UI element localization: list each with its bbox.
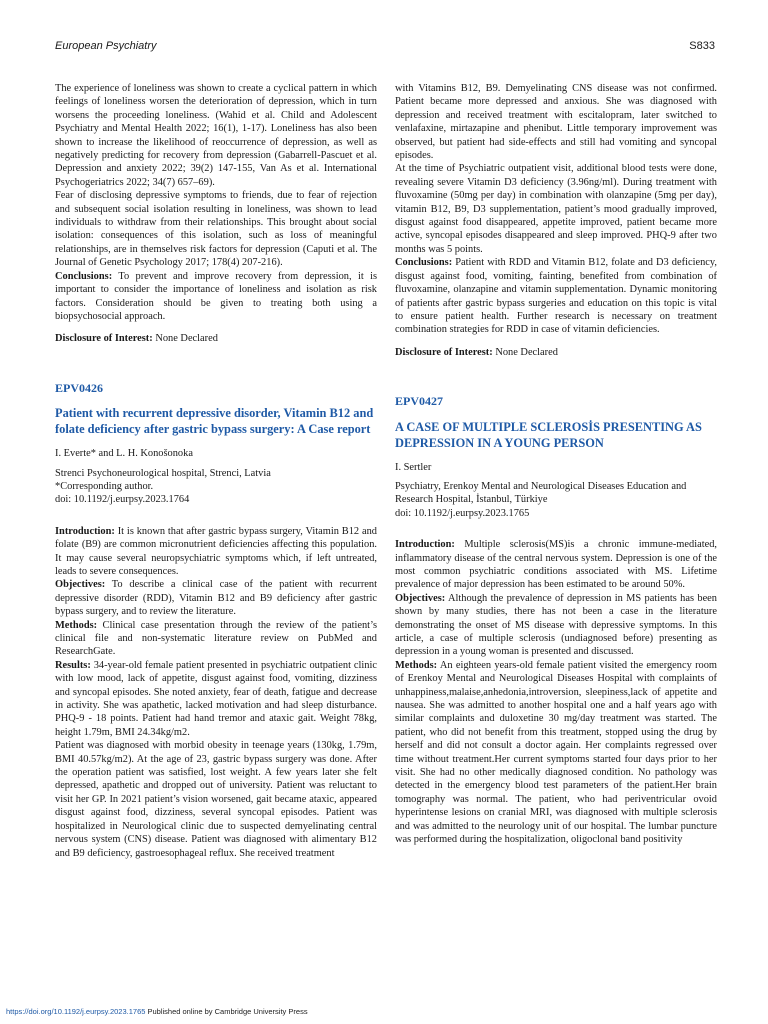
affiliation: Strenci Psychoneurological hospital, Strenci, Latvia	[55, 467, 271, 479]
disclosure: Disclosure of Interest: None Declared	[395, 346, 558, 358]
disclosure: Disclosure of Interest: None Declared	[55, 333, 218, 345]
section-label: Conclusions:	[395, 257, 453, 269]
section-label: Disclosure of Interest:	[395, 346, 493, 358]
methods-paragraph: Methods: An eighteen years-old female patient visited the emergency room of Erenkoy Mental and Neurological Diseases Hospital with complaints of unhappiness,malaise,anhedonia,introversion, sleepiness,lack of appetite and nausea. She was admitted to another hospital one and a half years ago with similar complaints and duloxetine 30 mg/day treatment was started. The patient, who did not benefit from this treatment, stopped using the drug by herself and did not consult a doctor again. Her complaints regressed over time without treatment.Her current symptoms started four days prior to her visit. She had no other medically diagnosed condition. No pathology was detected in the emergency blood test parameters of the patient.Her brain tomography was normal. The patient, who had periventricular ovoid hyperintense lesions on cranial MRI, was diagnosed with multiple sclerosis and was admitted to the neurology unit of our hospital. The lumbar puncture was performed during the hospitalization, oligoclonal band positivity	[395, 659, 717, 846]
section-label: Conclusions:	[55, 270, 113, 282]
section-label: Introduction:	[395, 539, 455, 551]
paragraph: with Vitamins B12, B9. Demyelinating CNS disease was not confirmed. Patient became more depressed and anxious. She was diagnosed with depression and received treatment with escitalopram, later switched to venlafaxine, mirtazapine and phenibut. Little temporary improvement was observed, but patient had side-effects and still had vomiting and syncopal episodes.	[395, 83, 717, 162]
paragraph: The experience of loneliness was shown to create a cyclical pattern in which feelings of loneliness worsen the deterioration of depression, which in turn worsens the proceeding loneliness. (Wahid et al. Child and Adolescent Psychiatry and Mental Health 2022; 16(1), 1-17). Loneliness has also been shown to increase the likelihood of reoccurrence of depression, as well as negatively predicting for recovery from depression (Gabarrell-Pascuet et al. Depression and anxiety 2022; 39(2) 147-155, Van As et al. International Psychogeriatrics 2022; 34(7) 657–69).	[55, 83, 377, 188]
paragraph: Patient was diagnosed with morbid obesity in teenage years (130kg, 1.79m, BMI 40.57kg/m2). At the age of 23, gastric bypass surgery was done. After the operation patient was satisfied, lost weight. A few years later she felt depressed, apathetic and dropped out of university. Patient was reluctant to visit her GP. In 2021 patient’s vision worsened, gait became ataxic, appeared disgust against food, dizziness, several syncopal episodes. Patient was hospitalized in Neurological clinic due to suspected demyelinating central nervous system (CNS) disease. Patient was diagnosed with alimentary B12 and B9 deficiency, gastroesophageal reflux. She received treatment	[55, 740, 377, 859]
page-number: S833	[689, 40, 715, 52]
affiliation-block	[55, 467, 377, 507]
section-label: Disclosure of Interest:	[55, 333, 153, 345]
conclusions-paragraph: Conclusions: Patient with RDD and Vitamin B12, folate and D3 deficiency, disgust against food, vomiting, fainting, benefited from combination of fluvoxamine, olanzapine and vitamin supplementation. Dynamic monitoring of patients after gastric bypass surgeries and education on this topic is vital to ensure patient health. Further research is necessary on treatment combination strategies for RDD in case of vitamin deficiencies.	[395, 257, 717, 336]
objectives-paragraph: Objectives: To describe a clinical case of the patient with recurrent depressive disorder (RDD), Vitamin B12 and B9 deficiency after gastric bypass surgery, and to review the literature.	[55, 579, 377, 618]
authors: I. Everte* and L. H. Konošonoka	[55, 448, 193, 460]
journal-name: European Psychiatry	[55, 40, 157, 52]
abstract-title: A CASE OF MULTIPLE SCLEROSİS PRESENTING AS DEPRESSION IN A YOUNG PERSON	[395, 419, 702, 450]
introduction-paragraph: Introduction: Multiple sclerosis(MS)is a chronic immune-mediated, inflammatory disease of the central nervous system. Depression is one of the most common psychiatric conditions associated with MS. Lifetime prevalence of major depression has been estimated to be around 50%.	[395, 539, 717, 591]
objectives-paragraph: Objectives: Although the prevalence of depression in MS patients has been shown by many studies, there has not been a case in the literature demonstrating the onset of MS disease with depressive symptoms. In this article, a case of multiple sclerosis (undiagnosed before) presenting as depression in a young woman is presented and discussed.	[395, 592, 717, 658]
conclusions-paragraph: Conclusions: To prevent and improve recovery from depression, it is important to consider the importance of loneliness and isolation as risk factors. Consideration should be given to treating both using a biopsychosocial approach.	[55, 270, 377, 322]
doi: doi: 10.1192/j.eurpsy.2023.1764	[55, 494, 190, 506]
affiliation: Psychiatry, Erenkoy Mental and Neurological Diseases Education and Research Hospital, İstanbul, Türkiye	[395, 480, 687, 506]
abstract-id: EPV0426	[55, 380, 103, 395]
right-column	[395, 82, 717, 847]
paragraph: Fear of disclosing depressive symptoms to friends, due to fear of rejection and subsequent social isolation resulting in loneliness, was shown to lead individuals to withdraw from their relationships. This brought about social isolation: consequences of this isolation, such as loss of meaningful relationships, are in themselves risk factors for depression (Caputi et al. The Journal of Genetic Psychology 2017; 178(4) 207-216).	[55, 190, 377, 269]
authors: I. Sertler	[395, 461, 432, 473]
section-label: Objectives:	[395, 592, 446, 604]
corresponding-author: *Corresponding author.	[55, 480, 154, 492]
left-column	[55, 82, 377, 860]
section-label: Methods:	[395, 659, 438, 671]
doi: doi: 10.1192/j.eurpsy.2023.1765	[395, 507, 530, 519]
abstract-title: Patient with recurrent depressive disorder, Vitamin B12 and folate deficiency after gastric bypass surgery: A Case report	[55, 406, 374, 437]
running-head	[55, 40, 715, 60]
doi-link[interactable]: https://doi.org/10.1192/j.eurpsy.2023.1765	[6, 1007, 146, 1016]
footer-text: Published online by Cambridge University Press	[145, 1007, 308, 1016]
methods-paragraph: Methods: Clinical case presentation through the review of the patient’s clinical file and non-systematic literature review on PubMed and ResearchGate.	[55, 619, 377, 658]
section-label: Methods:	[55, 619, 98, 631]
footer	[6, 1007, 308, 1016]
section-label: Objectives:	[55, 579, 106, 591]
abstract-id: EPV0427	[395, 394, 443, 409]
introduction-paragraph: Introduction: It is known that after gastric bypass surgery, Vitamin B12 and folate (B9) are common micronutrient deficiencies affecting this population. It may cause several neuropsychiatric symptoms which, if left untreated, leads to severe consequences.	[55, 525, 377, 577]
paragraph: At the time of Psychiatric outpatient visit, additional blood tests were done, revealing severe Vitamin D3 deficiency (3.96ng/ml). During treatment with fluvoxamine (50mg per day) in combination with olanzapine (5mg per day), vitamin B12, B9, D3 supplementation, patient’s mood gradually improved, disgust against food disappeared, appetite improved, patient became more active, syncopal episodes disappeared and sleep improved. PHQ-9 after two months was 5 points.	[395, 163, 717, 255]
section-label: Introduction:	[55, 525, 115, 537]
section-label: Results:	[55, 659, 91, 671]
results-paragraph: Results: 34-year-old female patient presented in psychiatric outpatient clinic with low mood, lack of appetite, disgust against food, vomiting, dizziness and syncopal episodes. She noted anxiety, fear of death, fatigue and decrease in activity. She was apathetic, lacked motivation and had sleep disturbance. PHQ-9 - 18 points. Patient had hand tremor and ataxic gait. Weight 78kg, height 1.79m, BMI 24.34kg/m2.	[55, 659, 377, 738]
affiliation-block	[395, 480, 717, 520]
